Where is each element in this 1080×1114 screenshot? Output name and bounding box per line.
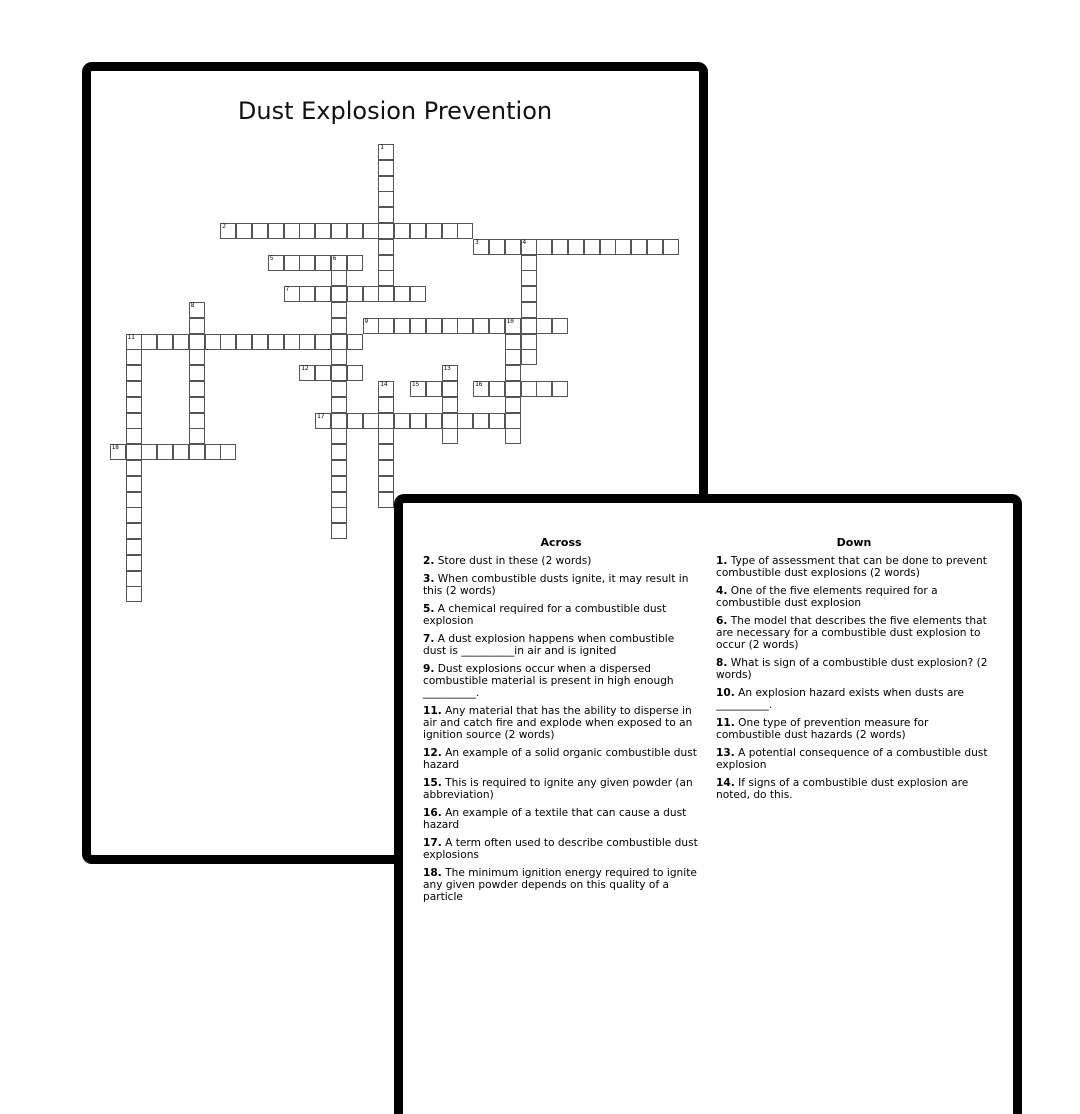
down-clue (716, 717, 992, 741)
cell-number: 11 (127, 333, 135, 341)
grid-cell[interactable] (331, 365, 347, 381)
clue-text: What is sign of a combustible dust explosion? (2 words) (716, 657, 988, 681)
grid-cell[interactable] (189, 413, 205, 429)
grid-cell[interactable] (126, 334, 142, 350)
grid-cell[interactable] (315, 255, 331, 271)
clue-text: This is required to ignite any given powder (an abbreviation) (423, 777, 693, 801)
grid-cell[interactable] (331, 428, 347, 444)
grid-cell[interactable] (347, 365, 363, 381)
grid-cell[interactable] (552, 239, 568, 255)
grid-cell[interactable] (394, 286, 410, 302)
grid-cell[interactable] (205, 444, 221, 460)
grid-cell[interactable] (378, 255, 394, 271)
grid-cell[interactable] (126, 444, 142, 460)
grid-cell[interactable] (331, 397, 347, 413)
grid-cell[interactable] (473, 239, 489, 255)
grid-cell[interactable] (505, 349, 521, 365)
across-clue (423, 573, 699, 597)
cell-number: 16 (475, 381, 483, 388)
grid-cell[interactable] (126, 397, 142, 413)
grid-cell[interactable] (331, 476, 347, 492)
grid-cell[interactable] (299, 334, 315, 350)
grid-cell[interactable] (457, 413, 473, 429)
grid-cell[interactable] (110, 444, 126, 460)
clue-number: 17. (423, 837, 442, 849)
grid-cell[interactable] (473, 318, 489, 334)
puzzle-title: Dust Explosion Prevention (237, 97, 553, 125)
grid-cell[interactable] (505, 428, 521, 444)
grid-cell[interactable] (315, 286, 331, 302)
grid-cell[interactable] (331, 270, 347, 286)
grid-cell[interactable] (378, 476, 394, 492)
grid-cell[interactable] (521, 381, 537, 397)
grid-cell[interactable] (378, 176, 394, 192)
grid-cell[interactable] (141, 444, 157, 460)
grid-cell[interactable] (378, 270, 394, 286)
grid-cell[interactable] (363, 223, 379, 239)
cell-number: 4 (522, 238, 527, 246)
grid-cell[interactable] (410, 318, 426, 334)
grid-cell[interactable] (394, 413, 410, 429)
grid-cell[interactable] (315, 223, 331, 239)
grid-cell[interactable] (173, 334, 189, 350)
clue-number: 1. (716, 555, 728, 567)
clue-text: Store dust in these (2 words) (434, 555, 592, 567)
grid-cell[interactable] (331, 444, 347, 460)
grid-cell[interactable] (268, 223, 284, 239)
grid-cell[interactable] (347, 286, 363, 302)
clue-text: One of the five elements required for a combustible dust explosion (716, 585, 938, 609)
grid-cell[interactable] (489, 239, 505, 255)
down-clue (716, 555, 992, 579)
grid-cell[interactable] (378, 444, 394, 460)
grid-cell[interactable] (126, 413, 142, 429)
clue-text: One type of prevention measure for combustible dust hazards (2 words) (716, 717, 929, 741)
grid-cell[interactable] (126, 381, 142, 397)
grid-cell[interactable] (536, 381, 552, 397)
clue-text: A dust explosion happens when combustible dust is __________in air and is ignited (423, 633, 675, 657)
cell-number: 3 (475, 238, 479, 246)
grid-cell[interactable] (126, 460, 142, 476)
grid-cell[interactable] (189, 349, 205, 365)
grid-cell[interactable] (442, 413, 458, 429)
across-clues (423, 536, 699, 909)
grid-cell[interactable] (141, 334, 157, 350)
grid-cell[interactable] (268, 255, 284, 271)
grid-cell[interactable] (126, 365, 142, 381)
grid-cell[interactable] (284, 223, 300, 239)
grid-cell[interactable] (378, 428, 394, 444)
grid-cell[interactable] (284, 286, 300, 302)
clue-text: A potential consequence of a combustible dust explosion (716, 747, 988, 771)
grid-cell[interactable] (442, 381, 458, 397)
grid-cell[interactable] (489, 413, 505, 429)
grid-cell[interactable] (505, 318, 521, 334)
clue-text: An explosion hazard exists when dusts are __________. (716, 687, 964, 711)
grid-cell[interactable] (521, 318, 537, 334)
grid-cell[interactable] (331, 381, 347, 397)
across-clue (423, 603, 699, 627)
grid-cell[interactable] (521, 349, 537, 365)
cell-number: 17 (317, 412, 325, 420)
grid-cell[interactable] (442, 428, 458, 444)
grid-cell[interactable] (378, 413, 394, 429)
across-clue (423, 807, 699, 831)
across-clue (423, 663, 699, 699)
grid-cell[interactable] (236, 223, 252, 239)
grid-cell[interactable] (299, 223, 315, 239)
grid-cell[interactable] (252, 334, 268, 350)
grid-cell[interactable] (220, 444, 236, 460)
grid-cell[interactable] (236, 334, 252, 350)
grid-cell[interactable] (205, 334, 221, 350)
cell-number: 14 (380, 381, 388, 388)
grid-cell[interactable] (378, 223, 394, 239)
grid-cell[interactable] (552, 318, 568, 334)
grid-cell[interactable] (552, 381, 568, 397)
clue-text: Any material that has the ability to disperse in air and catch fire and explode when exposed to an ignition source (2 words) (423, 705, 693, 741)
grid-cell[interactable] (378, 239, 394, 255)
clue-number: 18. (423, 867, 442, 879)
grid-cell[interactable] (126, 492, 142, 508)
grid-cell[interactable] (220, 334, 236, 350)
grid-cell[interactable] (315, 365, 331, 381)
grid-cell[interactable] (410, 223, 426, 239)
grid-cell[interactable] (299, 255, 315, 271)
grid-cell[interactable] (505, 413, 521, 429)
grid-cell[interactable] (331, 492, 347, 508)
grid-cell[interactable] (189, 302, 205, 318)
grid-cell[interactable] (489, 381, 505, 397)
clue-text: A chemical required for a combustible dust explosion (423, 603, 667, 627)
cell-number: 9 (364, 317, 369, 325)
across-clue (423, 555, 699, 567)
clue-number: 15. (423, 777, 442, 789)
grid-cell[interactable] (189, 318, 205, 334)
down-heading: Down (836, 536, 872, 549)
grid-cell[interactable] (363, 413, 379, 429)
clue-text: An example of a solid organic combustible dust hazard (423, 747, 697, 771)
clue-number: 13. (716, 747, 735, 759)
grid-cell[interactable] (331, 523, 347, 539)
down-clues (716, 536, 992, 807)
grid-cell[interactable] (631, 239, 647, 255)
grid-cell[interactable] (331, 413, 347, 429)
grid-cell[interactable] (299, 286, 315, 302)
cell-number: 2 (222, 223, 226, 230)
grid-cell[interactable] (252, 223, 268, 239)
grid-cell[interactable] (268, 334, 284, 350)
grid-cell[interactable] (442, 397, 458, 413)
grid-cell[interactable] (347, 223, 363, 239)
grid-cell[interactable] (331, 318, 347, 334)
grid-cell[interactable] (331, 302, 347, 318)
grid-cell[interactable] (363, 318, 379, 334)
cell-number: 13 (443, 365, 451, 373)
clue-text: When combustible dusts ignite, it may result in this (2 words) (423, 573, 689, 597)
grid-cell[interactable] (378, 191, 394, 207)
down-clue (716, 777, 992, 801)
grid-cell[interactable] (536, 239, 552, 255)
grid-cell[interactable] (442, 223, 458, 239)
grid-cell[interactable] (331, 507, 347, 523)
cell-number: 7 (285, 286, 290, 294)
cell-number: 12 (301, 365, 309, 373)
grid-cell[interactable] (600, 239, 616, 255)
grid-cell[interactable] (189, 444, 205, 460)
clues-sheet (394, 494, 1022, 1114)
grid-cell[interactable] (331, 255, 347, 271)
cell-number: 18 (111, 444, 119, 452)
grid-cell[interactable] (331, 460, 347, 476)
across-clue (423, 777, 699, 801)
grid-cell[interactable] (378, 144, 394, 160)
clue-text: Type of assessment that can be done to prevent combustible dust explosions (2 words) (716, 555, 987, 579)
grid-cell[interactable] (189, 334, 205, 350)
grid-cell[interactable] (126, 586, 142, 602)
grid-cell[interactable] (347, 334, 363, 350)
clue-text: The minimum ignition energy required to ignite any given powder depends on this quality of a particle (423, 867, 697, 903)
cell-number: 6 (332, 254, 337, 262)
grid-cell[interactable] (378, 381, 394, 397)
cell-number: 8 (190, 302, 195, 309)
grid-cell[interactable] (331, 334, 347, 350)
across-clue (423, 633, 699, 657)
clue-text: The model that describes the five elements that are necessary for a combustible dust explosion to occur (2 words) (716, 615, 987, 651)
grid-cell[interactable] (426, 318, 442, 334)
grid-cell[interactable] (126, 349, 142, 365)
clue-text: An example of a textile that can cause a dust hazard (423, 807, 687, 831)
grid-cell[interactable] (331, 349, 347, 365)
across-clue-list (423, 555, 699, 903)
grid-cell[interactable] (378, 286, 394, 302)
clue-text: A term often used to describe combustible dust explosions (423, 837, 698, 861)
grid-cell[interactable] (284, 255, 300, 271)
grid-cell[interactable] (394, 318, 410, 334)
clue-number: 6. (716, 615, 728, 627)
cell-number: 5 (269, 254, 274, 262)
grid-cell[interactable] (473, 381, 489, 397)
grid-cell[interactable] (521, 286, 537, 302)
across-clue (423, 705, 699, 741)
down-clue (716, 687, 992, 711)
cell-number: 1 (380, 144, 384, 151)
grid-cell[interactable] (189, 365, 205, 381)
clue-text: Dust explosions occur when a dispersed combustible material is present in high enough __________. (423, 663, 674, 699)
grid-cell[interactable] (126, 428, 142, 444)
grid-cell[interactable] (126, 523, 142, 539)
grid-cell[interactable] (568, 239, 584, 255)
cell-number: 10 (506, 317, 514, 325)
grid-cell[interactable] (347, 255, 363, 271)
grid-cell[interactable] (157, 444, 173, 460)
grid-cell[interactable] (505, 381, 521, 397)
grid-cell[interactable] (189, 397, 205, 413)
grid-cell[interactable] (521, 334, 537, 350)
grid-cell[interactable] (442, 318, 458, 334)
grid-cell[interactable] (521, 302, 537, 318)
grid-cell[interactable] (505, 397, 521, 413)
grid-cell[interactable] (473, 413, 489, 429)
grid-cell[interactable] (505, 334, 521, 350)
clue-number: 16. (423, 807, 442, 819)
grid-cell[interactable] (126, 555, 142, 571)
grid-cell[interactable] (189, 428, 205, 444)
grid-cell[interactable] (189, 381, 205, 397)
grid-cell[interactable] (315, 334, 331, 350)
grid-cell[interactable] (521, 239, 537, 255)
down-clue-list (716, 555, 992, 801)
grid-cell[interactable] (394, 223, 410, 239)
grid-cell[interactable] (536, 318, 552, 334)
grid-cell[interactable] (220, 223, 236, 239)
clue-number: 8. (716, 657, 728, 669)
clue-number: 14. (716, 777, 735, 789)
grid-cell[interactable] (584, 239, 600, 255)
clue-number: 5. (423, 603, 435, 615)
clue-number: 9. (423, 663, 435, 675)
grid-cell[interactable] (521, 270, 537, 286)
grid-cell[interactable] (663, 239, 679, 255)
grid-cell[interactable] (521, 255, 537, 271)
clue-number: 11. (716, 717, 735, 729)
clue-number: 3. (423, 573, 435, 585)
grid-cell[interactable] (457, 223, 473, 239)
grid-cell[interactable] (426, 223, 442, 239)
grid-cell[interactable] (505, 239, 521, 255)
cell-number: 15 (411, 381, 420, 388)
down-clue (716, 747, 992, 771)
grid-cell[interactable] (157, 334, 173, 350)
grid-cell[interactable] (378, 492, 394, 508)
grid-cell[interactable] (615, 239, 631, 255)
across-heading: Across (540, 536, 582, 549)
grid-cell[interactable] (299, 365, 315, 381)
grid-cell[interactable] (331, 286, 347, 302)
grid-cell[interactable] (426, 381, 442, 397)
down-clue (716, 615, 992, 651)
grid-cell[interactable] (126, 507, 142, 523)
down-clue (716, 585, 992, 609)
grid-cell[interactable] (284, 334, 300, 350)
grid-cell[interactable] (347, 413, 363, 429)
clue-number: 12. (423, 747, 442, 759)
grid-cell[interactable] (457, 318, 473, 334)
clue-number: 10. (716, 687, 735, 699)
grid-cell[interactable] (378, 460, 394, 476)
grid-cell[interactable] (410, 413, 426, 429)
clue-number: 2. (423, 555, 435, 567)
grid-cell[interactable] (378, 318, 394, 334)
clue-number: 11. (423, 705, 442, 717)
grid-cell[interactable] (126, 571, 142, 587)
clue-number: 4. (716, 585, 728, 597)
grid-cell[interactable] (378, 207, 394, 223)
grid-cell[interactable] (505, 365, 521, 381)
grid-cell[interactable] (378, 160, 394, 176)
grid-cell[interactable] (442, 365, 458, 381)
clue-text: If signs of a combustible dust explosion are noted, do this. (716, 777, 969, 801)
clue-number: 7. (423, 633, 435, 645)
grid-cell[interactable] (331, 223, 347, 239)
grid-cell[interactable] (315, 413, 331, 429)
down-clue (716, 657, 992, 681)
across-clue (423, 837, 699, 861)
grid-cell[interactable] (363, 286, 379, 302)
grid-cell[interactable] (173, 444, 189, 460)
grid-cell[interactable] (378, 397, 394, 413)
grid-cell[interactable] (410, 286, 426, 302)
across-clue (423, 747, 699, 771)
grid-cell[interactable] (126, 539, 142, 555)
grid-cell[interactable] (647, 239, 663, 255)
grid-cell[interactable] (126, 476, 142, 492)
grid-cell[interactable] (489, 318, 505, 334)
grid-cell[interactable] (426, 413, 442, 429)
across-clue (423, 867, 699, 903)
grid-cell[interactable] (410, 381, 426, 397)
